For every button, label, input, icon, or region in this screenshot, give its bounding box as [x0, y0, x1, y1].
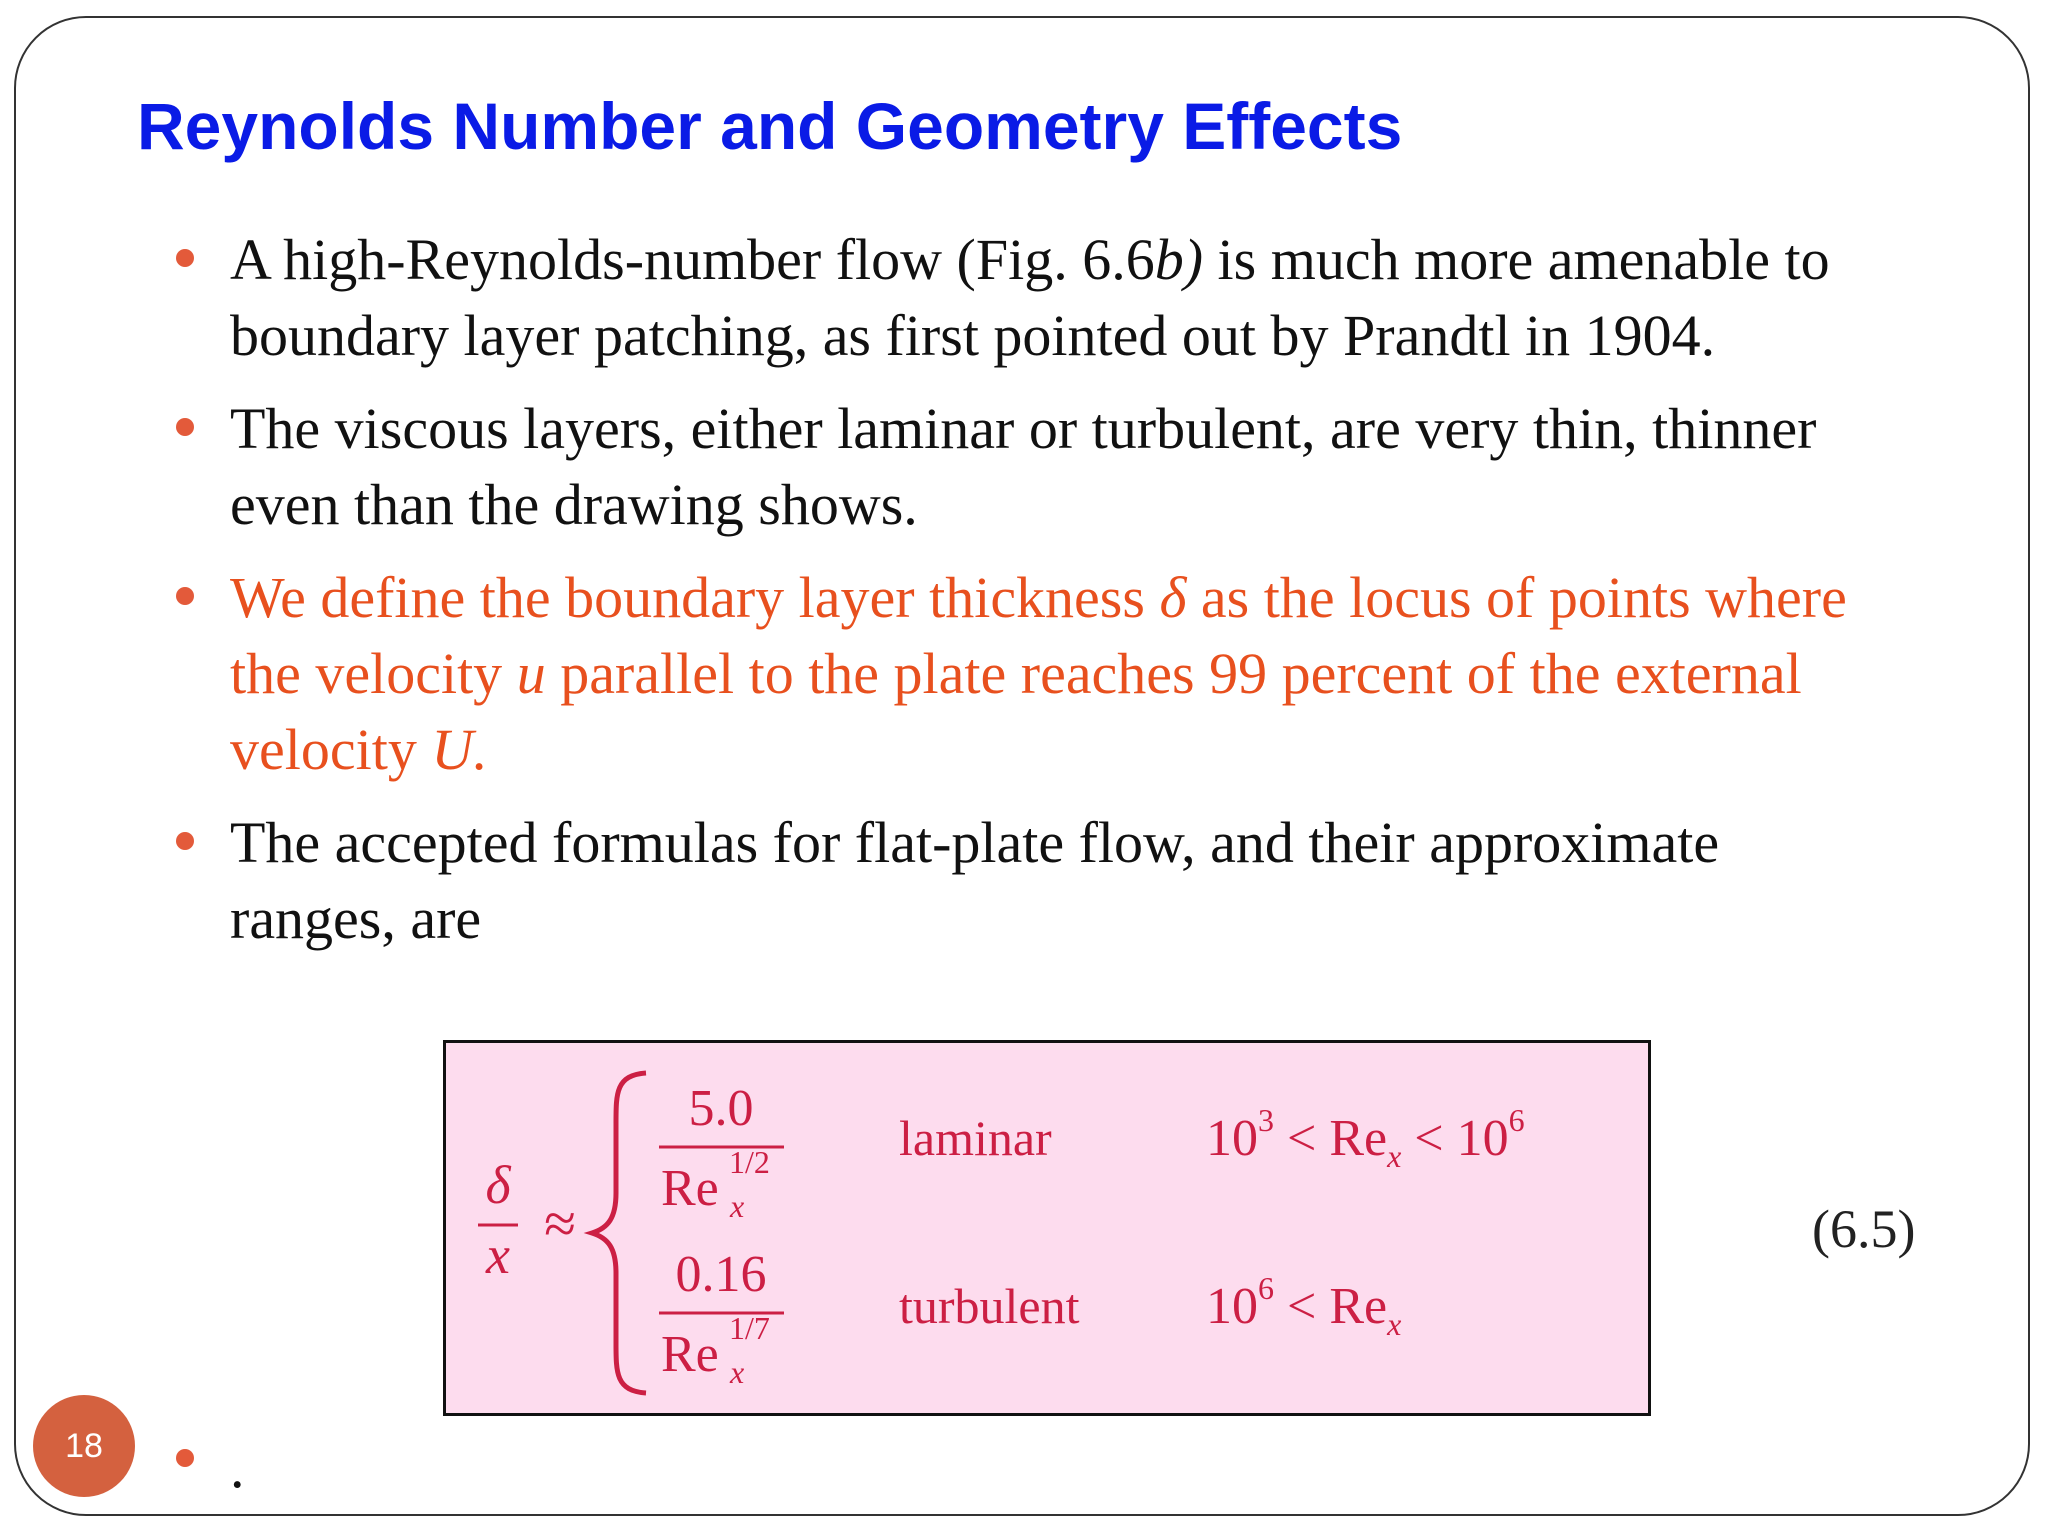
laminar-re-sub: x — [730, 1188, 745, 1224]
bullet-item-5 — [230, 1430, 245, 1506]
laminar-label: laminar — [899, 1110, 1052, 1166]
slide-title: Reynolds Number and Geometry Effects — [137, 89, 1403, 163]
U-symbol: U. — [431, 717, 488, 782]
bullet-list — [230, 222, 1880, 974]
lhs-denominator: x — [486, 1225, 510, 1285]
bullet-item-4 — [230, 805, 1880, 957]
turbulent-numerator: 0.16 — [675, 1246, 767, 1303]
bullet-dot-icon — [176, 418, 194, 436]
bullet-item-2 — [230, 391, 1880, 543]
u-symbol: u — [516, 641, 546, 706]
bullet-dot-icon — [176, 249, 194, 267]
turbulent-re: Re — [661, 1326, 719, 1383]
bullet-1-text-italic: b) — [1154, 227, 1204, 292]
bullet-dot-icon — [176, 832, 194, 850]
laminar-re-sup: 1/2 — [729, 1144, 770, 1180]
laminar-numerator: 5.0 — [688, 1080, 754, 1137]
page-number-badge: 18 — [33, 1395, 135, 1497]
bullet-5-text: . — [230, 1435, 245, 1500]
turbulent-range: $10^6 < Re_x$ — [1206, 1270, 1402, 1342]
bullet-dot-icon — [176, 1449, 194, 1467]
laminar-re: Re — [661, 1160, 719, 1217]
delta-symbol: δ — [1159, 565, 1187, 630]
bullet-3-text-a: We define the boundary layer thickness — [230, 565, 1160, 630]
bullet-3-text-c: parallel to the plate reaches 99 percent of the external velocity — [230, 641, 1802, 782]
laminar-range: $10^3 < Re_x < 10^6$ — [1206, 1102, 1525, 1174]
bullet-4-text: The accepted formulas for flat-plate flow, and their approximate ranges, are — [230, 810, 1720, 951]
bullet-2-text: The viscous layers, either laminar or turbulent, are very thin, thinner even than the drawing shows. — [230, 396, 1817, 537]
lhs-numerator: δ — [485, 1155, 511, 1215]
bullet-item-3 — [230, 560, 1880, 788]
bullet-3-text-b: as the locus of points where the velocity — [230, 565, 1847, 706]
equation-number: (6.5) — [1812, 1199, 1916, 1259]
approx-sign: ≈ — [544, 1191, 576, 1256]
bullet-1-text-a: A high-Reynolds-number flow (Fig. 6.6 — [230, 227, 1155, 292]
bullet-item-1 — [230, 222, 1880, 374]
bullet-dot-icon — [176, 587, 194, 605]
turbulent-re-sup: 1/7 — [729, 1310, 770, 1346]
turbulent-re-sub: x — [730, 1354, 745, 1390]
left-brace-icon — [592, 1073, 646, 1393]
turbulent-label: turbulent — [899, 1278, 1080, 1334]
bullet-1-text-b: is much more amenable to boundary layer patching, as first pointed out by Prandtl in 1904. — [230, 227, 1830, 368]
equation-figure — [446, 1043, 1648, 1413]
equation-box — [443, 1040, 1651, 1416]
